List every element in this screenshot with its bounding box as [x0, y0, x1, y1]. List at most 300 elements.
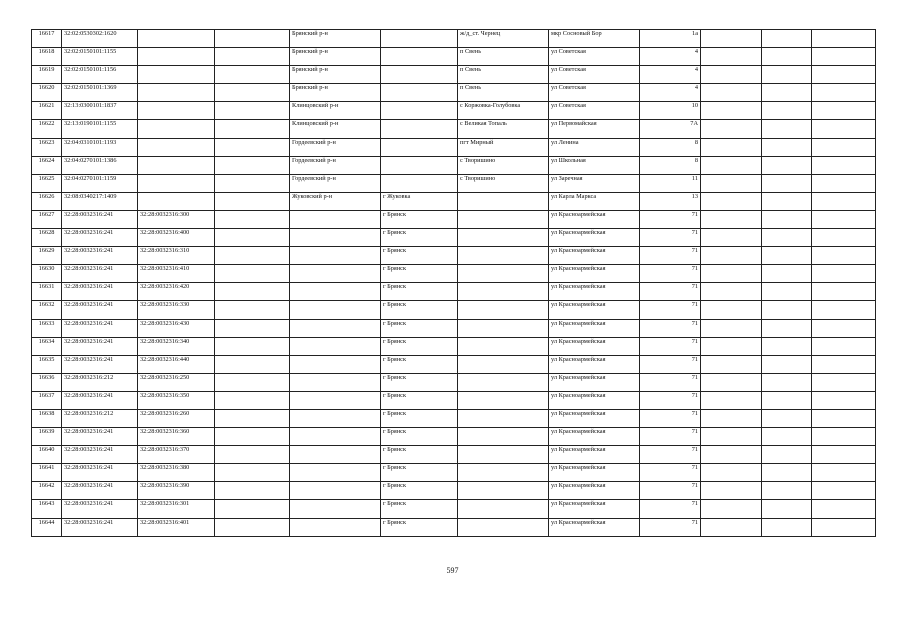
cell-city: г Брянск [381, 301, 458, 319]
cell-street: ул Красноармейская [549, 409, 640, 427]
cell-row-number: 16617 [32, 30, 62, 48]
cell-extra-code [215, 391, 290, 409]
cell-district [290, 518, 381, 536]
cell-district: Гордеевский р-н [290, 156, 381, 174]
cell-row-number: 16639 [32, 428, 62, 446]
cell-district: Брянский р-н [290, 84, 381, 102]
cell-district: Гордеевский р-н [290, 138, 381, 156]
cell-object-cadastral-number [138, 66, 215, 84]
cell-city [381, 138, 458, 156]
cell-extra-col-2 [762, 409, 812, 427]
cell-extra-col-3 [812, 84, 876, 102]
cell-city [381, 84, 458, 102]
cell-house-number: 71 [640, 409, 701, 427]
cell-house-number: 71 [640, 265, 701, 283]
cell-district [290, 446, 381, 464]
cell-street: мкр Сосновый Бор [549, 30, 640, 48]
cell-extra-code [215, 66, 290, 84]
table-row [32, 120, 876, 138]
cell-city [381, 120, 458, 138]
cell-extra-col-1 [701, 229, 762, 247]
cell-city [381, 174, 458, 192]
cell-street: ул Красноармейская [549, 210, 640, 228]
cell-settlement: с Коржовка-Голубовка [458, 102, 549, 120]
cell-extra-col-3 [812, 210, 876, 228]
cell-extra-code [215, 482, 290, 500]
cell-object-cadastral-number: 32:28:0032316:420 [138, 283, 215, 301]
cell-extra-col-2 [762, 192, 812, 210]
table-row [32, 373, 876, 391]
cell-extra-code [215, 229, 290, 247]
cell-district: Брянский р-н [290, 66, 381, 84]
table-row [32, 482, 876, 500]
cell-object-cadastral-number: 32:28:0032316:440 [138, 355, 215, 373]
cell-extra-col-2 [762, 500, 812, 518]
cell-house-number: 71 [640, 500, 701, 518]
cell-house-number: 71 [640, 391, 701, 409]
page-number: 597 [446, 566, 459, 575]
table-row [32, 210, 876, 228]
table-row [32, 102, 876, 120]
cell-extra-col-2 [762, 229, 812, 247]
cell-cadastral-number: 32:28:0032316:212 [62, 409, 138, 427]
cell-city: г Брянск [381, 391, 458, 409]
cell-street: ул Красноармейская [549, 391, 640, 409]
cell-district [290, 301, 381, 319]
cell-settlement: с Творишино [458, 174, 549, 192]
cell-extra-col-3 [812, 355, 876, 373]
table-row [32, 247, 876, 265]
cell-extra-col-1 [701, 446, 762, 464]
cell-extra-code [215, 138, 290, 156]
cell-extra-col-1 [701, 120, 762, 138]
cell-street: ул Красноармейская [549, 500, 640, 518]
cell-extra-col-1 [701, 337, 762, 355]
cell-object-cadastral-number: 32:28:0032316:410 [138, 265, 215, 283]
table-row [32, 138, 876, 156]
cell-street: ул Красноармейская [549, 337, 640, 355]
cell-cadastral-number: 32:28:0032316:241 [62, 301, 138, 319]
cell-extra-col-3 [812, 102, 876, 120]
cell-cadastral-number: 32:04:0310101:1193 [62, 138, 138, 156]
cell-city [381, 48, 458, 66]
cell-settlement [458, 518, 549, 536]
cell-house-number: 71 [640, 446, 701, 464]
cell-extra-code [215, 446, 290, 464]
cell-house-number: 10 [640, 102, 701, 120]
cell-district [290, 500, 381, 518]
table-row [32, 446, 876, 464]
cell-row-number: 16644 [32, 518, 62, 536]
cell-cadastral-number: 32:28:0032316:241 [62, 464, 138, 482]
cell-city [381, 102, 458, 120]
cell-row-number: 16637 [32, 391, 62, 409]
cell-row-number: 16633 [32, 319, 62, 337]
cell-extra-col-1 [701, 373, 762, 391]
cell-extra-col-1 [701, 301, 762, 319]
cell-city: г Брянск [381, 446, 458, 464]
cell-street: ул Красноармейская [549, 428, 640, 446]
cell-extra-col-2 [762, 319, 812, 337]
registry-table-body [32, 30, 876, 537]
cell-extra-code [215, 120, 290, 138]
cell-street: ул Советская [549, 48, 640, 66]
cell-district [290, 265, 381, 283]
cell-district [290, 337, 381, 355]
cell-extra-code [215, 174, 290, 192]
table-row [32, 265, 876, 283]
cell-extra-col-1 [701, 174, 762, 192]
table-row [32, 319, 876, 337]
cell-settlement [458, 192, 549, 210]
cell-city: г Брянск [381, 428, 458, 446]
cell-street: ул Красноармейская [549, 247, 640, 265]
table-row [32, 229, 876, 247]
cell-extra-col-2 [762, 247, 812, 265]
cell-settlement [458, 337, 549, 355]
cell-street: ул Красноармейская [549, 355, 640, 373]
cell-extra-col-1 [701, 210, 762, 228]
cell-extra-col-3 [812, 48, 876, 66]
cell-extra-col-3 [812, 464, 876, 482]
cell-row-number: 16631 [32, 283, 62, 301]
cell-cadastral-number: 32:28:0032316:241 [62, 247, 138, 265]
cell-extra-col-3 [812, 192, 876, 210]
cell-object-cadastral-number [138, 30, 215, 48]
cell-extra-code [215, 355, 290, 373]
cell-extra-code [215, 518, 290, 536]
cell-street: ул Советская [549, 84, 640, 102]
cell-extra-col-2 [762, 283, 812, 301]
cell-row-number: 16620 [32, 84, 62, 102]
cell-settlement [458, 229, 549, 247]
cell-extra-col-2 [762, 30, 812, 48]
cell-house-number: 71 [640, 355, 701, 373]
cell-extra-col-3 [812, 229, 876, 247]
cell-settlement [458, 464, 549, 482]
cell-house-number: 4 [640, 66, 701, 84]
cell-city: г Брянск [381, 319, 458, 337]
cell-extra-col-3 [812, 301, 876, 319]
cell-cadastral-number: 32:28:0032316:241 [62, 518, 138, 536]
cell-district [290, 482, 381, 500]
cell-street: ул Школьная [549, 156, 640, 174]
cell-cadastral-number: 32:04:0270101:1386 [62, 156, 138, 174]
cell-city: г Жуковка [381, 192, 458, 210]
cell-object-cadastral-number: 32:28:0032316:430 [138, 319, 215, 337]
table-row [32, 301, 876, 319]
cell-city: г Брянск [381, 229, 458, 247]
cell-settlement: с Творишино [458, 156, 549, 174]
cell-object-cadastral-number: 32:28:0032316:330 [138, 301, 215, 319]
cell-settlement [458, 355, 549, 373]
cell-extra-col-3 [812, 337, 876, 355]
cell-extra-col-3 [812, 428, 876, 446]
cell-extra-col-3 [812, 319, 876, 337]
cell-row-number: 16626 [32, 192, 62, 210]
cell-district [290, 319, 381, 337]
cell-extra-col-2 [762, 337, 812, 355]
cell-street: ул Красноармейская [549, 301, 640, 319]
cell-extra-col-1 [701, 66, 762, 84]
cell-extra-col-2 [762, 518, 812, 536]
cell-district [290, 373, 381, 391]
cell-extra-code [215, 265, 290, 283]
cell-street: ул Ленина [549, 138, 640, 156]
cell-extra-col-3 [812, 391, 876, 409]
cell-extra-col-1 [701, 464, 762, 482]
cell-cadastral-number: 32:28:0032316:241 [62, 355, 138, 373]
cell-extra-col-1 [701, 138, 762, 156]
cell-object-cadastral-number: 32:28:0032316:380 [138, 464, 215, 482]
cell-extra-col-1 [701, 319, 762, 337]
cell-row-number: 16622 [32, 120, 62, 138]
cell-extra-col-2 [762, 84, 812, 102]
cell-object-cadastral-number: 32:28:0032316:370 [138, 446, 215, 464]
cell-extra-code [215, 192, 290, 210]
cell-extra-code [215, 428, 290, 446]
cell-extra-col-2 [762, 138, 812, 156]
cell-settlement: с Великая Топаль [458, 120, 549, 138]
cell-street: ул Первомайская [549, 120, 640, 138]
cell-settlement: п Свень [458, 84, 549, 102]
cell-row-number: 16636 [32, 373, 62, 391]
cell-house-number: 71 [640, 210, 701, 228]
cell-cadastral-number: 32:28:0032316:241 [62, 482, 138, 500]
cell-extra-col-2 [762, 373, 812, 391]
cell-house-number: 1а [640, 30, 701, 48]
cell-city: г Брянск [381, 355, 458, 373]
cell-object-cadastral-number [138, 84, 215, 102]
cell-city [381, 156, 458, 174]
cell-row-number: 16632 [32, 301, 62, 319]
cell-extra-col-2 [762, 464, 812, 482]
cell-row-number: 16624 [32, 156, 62, 174]
cell-extra-code [215, 156, 290, 174]
cell-city: г Брянск [381, 464, 458, 482]
cell-settlement [458, 391, 549, 409]
cell-street: ул Красноармейская [549, 265, 640, 283]
table-row [32, 192, 876, 210]
cell-extra-col-1 [701, 84, 762, 102]
cell-extra-col-1 [701, 482, 762, 500]
cell-house-number: 71 [640, 482, 701, 500]
cell-cadastral-number: 32:28:0032316:212 [62, 373, 138, 391]
cell-extra-code [215, 283, 290, 301]
cell-settlement [458, 247, 549, 265]
cell-extra-col-1 [701, 48, 762, 66]
cell-extra-col-3 [812, 66, 876, 84]
cell-district: Гордеевский р-н [290, 174, 381, 192]
cell-settlement: ж/д_ст. Чернец [458, 30, 549, 48]
cell-street: ул Красноармейская [549, 446, 640, 464]
cell-city [381, 66, 458, 84]
cell-district [290, 428, 381, 446]
cell-object-cadastral-number [138, 174, 215, 192]
cell-house-number: 7А [640, 120, 701, 138]
cell-district [290, 409, 381, 427]
cell-cadastral-number: 32:28:0032316:241 [62, 337, 138, 355]
cell-extra-col-3 [812, 518, 876, 536]
cell-object-cadastral-number: 32:28:0032316:350 [138, 391, 215, 409]
cell-street: ул Советская [549, 102, 640, 120]
cell-extra-col-3 [812, 446, 876, 464]
cell-cadastral-number: 32:28:0032316:241 [62, 391, 138, 409]
cell-house-number: 11 [640, 174, 701, 192]
cell-extra-code [215, 337, 290, 355]
cell-extra-col-1 [701, 428, 762, 446]
cell-cadastral-number: 32:28:0032316:241 [62, 229, 138, 247]
cell-city: г Брянск [381, 373, 458, 391]
cell-city: г Брянск [381, 247, 458, 265]
cell-street: ул Карла Маркса [549, 192, 640, 210]
cell-extra-code [215, 319, 290, 337]
cell-extra-col-3 [812, 265, 876, 283]
cell-extra-code [215, 48, 290, 66]
table-row [32, 84, 876, 102]
cell-district: Брянский р-н [290, 30, 381, 48]
cell-object-cadastral-number: 32:28:0032316:360 [138, 428, 215, 446]
cell-district [290, 355, 381, 373]
cell-extra-col-1 [701, 409, 762, 427]
table-row [32, 464, 876, 482]
cell-street: ул Красноармейская [549, 518, 640, 536]
cell-extra-code [215, 409, 290, 427]
cell-extra-col-2 [762, 428, 812, 446]
cell-extra-col-2 [762, 174, 812, 192]
cell-object-cadastral-number: 32:28:0032316:401 [138, 518, 215, 536]
table-row [32, 337, 876, 355]
cell-row-number: 16627 [32, 210, 62, 228]
cell-house-number: 8 [640, 156, 701, 174]
table-row [32, 500, 876, 518]
cell-row-number: 16618 [32, 48, 62, 66]
cell-city: г Брянск [381, 482, 458, 500]
cell-extra-col-3 [812, 174, 876, 192]
cell-row-number: 16625 [32, 174, 62, 192]
cell-object-cadastral-number: 32:28:0032316:390 [138, 482, 215, 500]
cell-object-cadastral-number [138, 192, 215, 210]
cell-extra-col-1 [701, 500, 762, 518]
cell-settlement [458, 319, 549, 337]
cell-house-number: 71 [640, 518, 701, 536]
cell-extra-col-1 [701, 391, 762, 409]
cell-extra-col-2 [762, 156, 812, 174]
cell-district [290, 391, 381, 409]
cell-city: г Брянск [381, 283, 458, 301]
cell-cadastral-number: 32:02:0530302:1620 [62, 30, 138, 48]
cell-city: г Брянск [381, 518, 458, 536]
cell-object-cadastral-number: 32:28:0032316:310 [138, 247, 215, 265]
cell-cadastral-number: 32:28:0032316:241 [62, 319, 138, 337]
cell-row-number: 16628 [32, 229, 62, 247]
cell-house-number: 71 [640, 283, 701, 301]
cell-district [290, 283, 381, 301]
cell-house-number: 71 [640, 464, 701, 482]
cell-settlement: пгт Мирный [458, 138, 549, 156]
cell-extra-code [215, 247, 290, 265]
cell-house-number: 71 [640, 301, 701, 319]
cell-extra-col-2 [762, 265, 812, 283]
cell-extra-col-2 [762, 482, 812, 500]
cell-extra-code [215, 102, 290, 120]
cell-settlement [458, 301, 549, 319]
cell-extra-col-1 [701, 30, 762, 48]
cell-extra-col-1 [701, 156, 762, 174]
cell-extra-col-2 [762, 48, 812, 66]
cell-house-number: 71 [640, 229, 701, 247]
cell-extra-col-1 [701, 247, 762, 265]
cell-row-number: 16643 [32, 500, 62, 518]
cell-extra-col-2 [762, 391, 812, 409]
cell-city: г Брянск [381, 265, 458, 283]
cell-row-number: 16623 [32, 138, 62, 156]
cell-settlement [458, 428, 549, 446]
cell-extra-col-1 [701, 283, 762, 301]
cell-house-number: 71 [640, 373, 701, 391]
table-row [32, 518, 876, 536]
cell-extra-col-3 [812, 247, 876, 265]
cell-extra-col-1 [701, 102, 762, 120]
cell-street: ул Красноармейская [549, 319, 640, 337]
cell-extra-col-3 [812, 500, 876, 518]
cell-cadastral-number: 32:02:0150101:1369 [62, 84, 138, 102]
cell-house-number: 71 [640, 337, 701, 355]
cell-extra-col-3 [812, 156, 876, 174]
cell-extra-col-2 [762, 355, 812, 373]
cell-street: ул Советская [549, 66, 640, 84]
cell-extra-code [215, 373, 290, 391]
table-row [32, 409, 876, 427]
cell-object-cadastral-number: 32:28:0032316:250 [138, 373, 215, 391]
cell-city: г Брянск [381, 409, 458, 427]
table-row [32, 174, 876, 192]
cell-street: ул Красноармейская [549, 373, 640, 391]
cell-extra-col-3 [812, 120, 876, 138]
cell-extra-code [215, 301, 290, 319]
cell-object-cadastral-number: 32:28:0032316:340 [138, 337, 215, 355]
cell-house-number: 4 [640, 84, 701, 102]
cell-cadastral-number: 32:02:0150101:1156 [62, 66, 138, 84]
cell-row-number: 16621 [32, 102, 62, 120]
cell-extra-col-2 [762, 446, 812, 464]
table-row [32, 156, 876, 174]
cell-extra-col-1 [701, 355, 762, 373]
cell-extra-col-2 [762, 210, 812, 228]
cell-row-number: 16638 [32, 409, 62, 427]
cell-row-number: 16630 [32, 265, 62, 283]
cell-settlement: п Свень [458, 66, 549, 84]
cell-district [290, 464, 381, 482]
cell-object-cadastral-number [138, 102, 215, 120]
cell-row-number: 16634 [32, 337, 62, 355]
cell-district [290, 247, 381, 265]
cell-city: г Брянск [381, 210, 458, 228]
cell-settlement [458, 265, 549, 283]
cell-object-cadastral-number: 32:28:0032316:300 [138, 210, 215, 228]
cell-extra-code [215, 30, 290, 48]
cell-extra-col-3 [812, 30, 876, 48]
cell-house-number: 71 [640, 428, 701, 446]
cell-object-cadastral-number: 32:28:0032316:400 [138, 229, 215, 247]
cell-settlement [458, 482, 549, 500]
cell-object-cadastral-number [138, 48, 215, 66]
cell-house-number: 13 [640, 192, 701, 210]
cell-extra-col-2 [762, 301, 812, 319]
cell-city: г Брянск [381, 337, 458, 355]
cell-house-number: 71 [640, 319, 701, 337]
cell-settlement [458, 500, 549, 518]
